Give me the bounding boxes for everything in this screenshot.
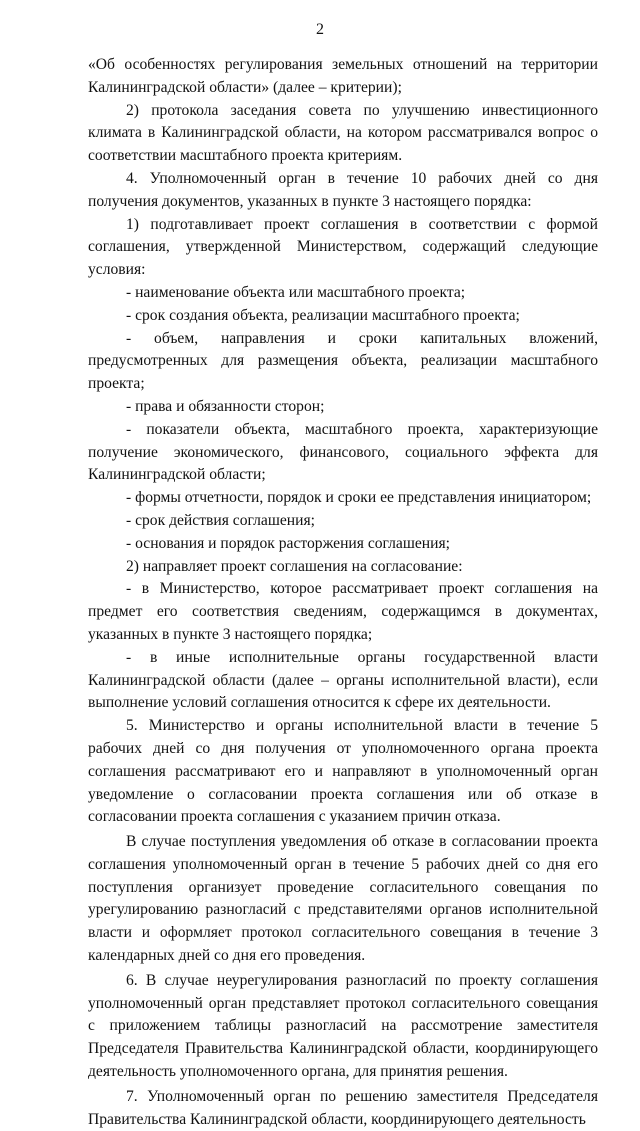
page-number: 2 <box>316 21 324 38</box>
paragraph-item-6: 6. В случае неурегулирования разногласий по проекту соглашения уполномоченный орган представляет протокол согласительного совещания с приложением таблицы разногласий на рассмотрение заместителя Председателя Правительства Калининградской области, координирующего деятельность уполномоченного органа, для принятия решения. <box>88 971 598 1081</box>
list-item-condition: - формы отчетности, порядок и сроки ее представления инициатором; <box>126 489 592 507</box>
paragraph-protocol: 2) протокола заседания совета по улучшению инвестиционного климата в Калининградской области, на котором рассматривался вопрос о соответствии масштабного проекта критериям. <box>88 101 598 165</box>
list-item-condition: - срок действия соглашения; <box>126 511 315 529</box>
list-item-condition: - основания и порядок расторжения соглашения; <box>126 534 450 552</box>
list-item-condition: - объем, направления и сроки капитальных вложений, предусмотренных для размещения объекта, реализации масштабного проекта; <box>88 329 598 393</box>
paragraph-item-5: 5. Министерство и органы исполнительной власти в течение 5 рабочих дней со дня получения от уполномоченного органа проекта соглашения рассматривают его и направляют в уполномоченный орган уведомление о согласовании проекта соглашения или об отказе в согласовании проекта соглашения с указанием причин отказа. <box>88 717 598 826</box>
paragraph-criteria-continuation: «Об особенностях регулирования земельных отношений на территории Калининградской области» (далее – критерии); <box>88 56 598 96</box>
document-body <box>88 54 598 1131</box>
list-item-condition: - права и обязанности сторон; <box>126 397 325 415</box>
list-item-condition: - показатели объекта, масштабного проекта, характеризующие получение экономического, финансового, социального эффекта для Калининградской области; <box>88 420 598 484</box>
paragraph-item-4: 4. Уполномоченный орган в течение 10 рабочих дней со дня получения документов, указанных в пункте 3 настоящего порядка: <box>88 169 598 210</box>
list-item-approval-route: - в иные исполнительные органы государственной власти Калининградской области (далее – органы исполнительной власти), если выполнение условий соглашения относится к сфере их деятельности. <box>88 648 598 712</box>
paragraph-refusal-procedure: В случае поступления уведомления об отказе в согласовании проекта соглашения уполномоченный орган в течение 5 рабочих дней со дня его поступления организует проведение согласительного совещания по урегулированию разногласий с представителями органов исполнительной власти и оформляет протокол согласительного совещания в течение 3 календарных дней со дня его проведения. <box>88 833 598 965</box>
paragraph-item-4-1: 1) подготавливает проект соглашения в соответствии с формой соглашения, утвержденной Министерством, содержащий следующие условия: <box>88 215 598 279</box>
paragraph-item-7: 7. Уполномоченный орган по решению заместителя Председателя Правительства Калининградской области, координирующего деятельность <box>88 1087 598 1128</box>
list-item-approval-route: - в Министерство, которое рассматривает проект соглашения на предмет его соответствия сведениям, содержащимся в документах, указанных в пункте 3 настоящего порядка; <box>88 580 598 643</box>
list-item-condition: - срок создания объекта, реализации масштабного проекта; <box>126 306 520 324</box>
paragraph-item-4-2: 2) направляет проект соглашения на согласование: <box>126 557 463 575</box>
list-item-condition: - наименование объекта или масштабного проекта; <box>126 283 466 301</box>
